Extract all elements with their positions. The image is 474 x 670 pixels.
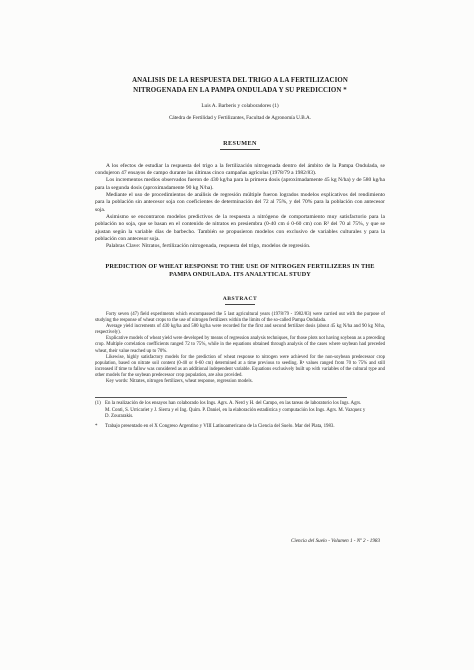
footnote-mark: *	[95, 424, 98, 430]
affiliation-line: Cátedra de Fertilidad y Fertilizantes, Facultad de Agronomía U.B.A.	[168, 115, 312, 121]
english-title	[95, 263, 385, 280]
footnote-divider	[95, 397, 347, 398]
resumen-text	[95, 163, 385, 251]
resumen-paragraph: Mediante el uso de procedimientos de análisis de regresión múltiple fueron logrados modelos explicativos del rendimiento para la población sin antecesor soja con coeficientes de determinación del 72 al 75%, y del 70% para la población con antecesor soja.	[95, 192, 385, 213]
footnote-text: Trabajo presentado en el X Congreso Argentino y VIII Latinoamericano de la Ciencia del Suelo. Mar del Plata, 1983.	[105, 424, 335, 430]
footnote-text: En la realización de los ensayos han colaborado los Ings. Agrs. A. Nerd y H. del Campo, en las tareas de laboratorio los Ings. Agrs. M. Conti, S. Urricariet y J. Sierra y el Ing. Quím. P. Daniel, en la elaboración estadística y computación los Ings. Agrs. M. Vazquez y D. Zourarakis.	[105, 401, 366, 420]
paper-title	[95, 76, 385, 95]
abstract-paragraph: Forty seven (47) field experiments which encompassed the 5 last agricultural years (1978/79 - 1982/83) were carried out with the purpose of studying the response of wheat crops to the use of nitrogen fertilizers within the limits of the so-called Pampa Ondulada.	[95, 311, 385, 323]
resumen-paragraph: Asimismo se encontraron modelos predictivos de la respuesta a nitrógeno de comportamiento muy satisfactorio para la población no soja, que se basan en el contenido de nitratos en presiembra (0-40 cm ó 0-60 cm) con R² del 70 al 75%, y que se ajustan según la variable días de barbecho. También se propusieron modelos con exclusivo de variables culturales y para la población con antecesor soja.	[95, 214, 385, 243]
resumen-heading: RESUMEN	[223, 140, 257, 147]
resumen-paragraph: Los incrementos medios observados fueron de 430 kg/ha para la primera dosis (aproximadamente 45 kg N/ha) y de 580 kg/ha para la segunda dosis (aproximadamente 90 kg N/ha).	[95, 177, 385, 191]
article-body	[95, 76, 385, 431]
footnote-collaborators	[95, 401, 385, 420]
title-line-2: NITROGENADA EN LA PAMPA ONDULADA Y SU PREDICCION *	[133, 86, 347, 94]
abstract-paragraph: Average yield increments of 430 kg/ha and 580 kg/ha were recorded for the first and second fertilizer dosis (about 45 kg N/ha and 90 kg N/ha, respectively).	[95, 324, 385, 336]
resumen-paragraph: A los efectos de estudiar la respuesta del trigo a la fertilización nitrogenada dentro del ámbito de la Pampa Ondulada, se condujeron 47 ensayos de campo durante las últimas cinco campañas agrícolas (1978/79 a 1982/83).	[95, 162, 385, 177]
resumen-underline	[220, 149, 260, 150]
keywords-en: Key words: Nitrates, nitrogen fertilizers, wheat response, regression models.	[106, 379, 253, 385]
author-line: Luis A. Barberis y colaboradores (1)	[201, 103, 279, 109]
title-line-1: ANALISIS DE LA RESPUESTA DEL TRIGO A LA FERTILIZACION	[132, 77, 348, 84]
english-title-line-1: PREDICTION OF WHEAT RESPONSE TO THE USE OF NITROGEN FERTILIZERS IN THE	[105, 262, 375, 270]
keywords-es: Palabras Clave: Nitratos, fertilización nitrogenada, respuesta del trigo, modelos de regresión.	[106, 243, 311, 250]
footnote-congress	[95, 424, 385, 430]
english-title-line-2: PAMPA ONDULADA. ITS ANALYTICAL STUDY	[169, 271, 311, 279]
abstract-text	[95, 312, 385, 386]
abstract-paragraph: Explicative models of wheat yield were developed by means of regression analysis techniques, for those plots not having soybean as a preceding crop. Multiple correlation coefficients ranged 72 to 75%, while in the equations obtained through analysis of the cases where soybean had preceded wheat, their value reached up to 70%.	[95, 336, 385, 354]
journal-reference: Ciencia del Suelo - Volumen 1 - Nº 2 - 1983	[290, 538, 380, 544]
footnote-mark: (1)	[95, 401, 101, 407]
abstract-heading: ABSTRACT	[222, 296, 258, 302]
abstract-underline	[225, 304, 255, 305]
abstract-paragraph: Likewise, highly satisfactory models for the prediction of wheat response to nitrogen were achieved for the non-soybean predecessor crop population, based on nitrate soil content (0-40 or 0-60 cm) determined at a time previous to seeding. R² values ranged from 70 to 75% and still increased if time to fallow was considered as an additional independent variable. Equations exclusively built up with variables of the cultural type and other models for the soybean predecessor crop population, are also provided.	[95, 354, 385, 379]
